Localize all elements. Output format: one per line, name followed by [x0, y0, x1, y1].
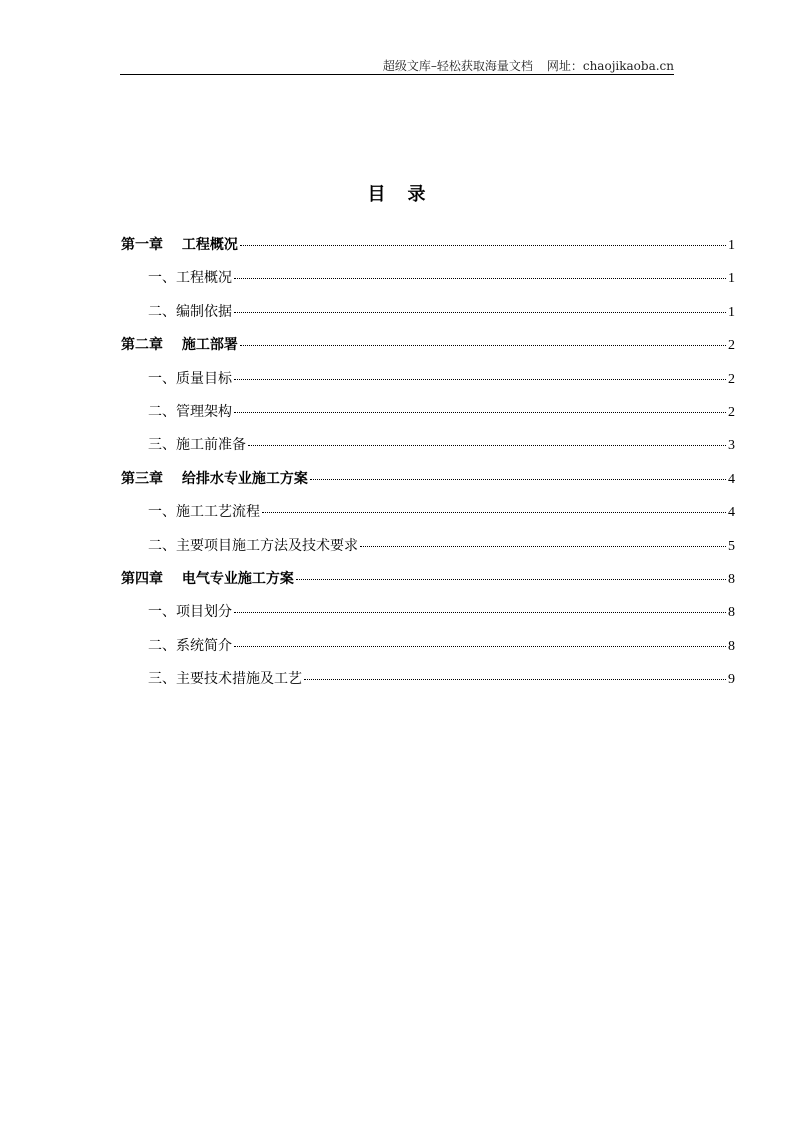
- toc-entry-label: 二、系统简介: [148, 637, 232, 654]
- toc-entry[interactable]: [121, 234, 735, 267]
- toc-entry-label: 一、工程概况: [148, 270, 232, 287]
- toc-entry[interactable]: [121, 668, 735, 701]
- toc-entry[interactable]: [121, 635, 735, 668]
- toc-leader-dots: [240, 245, 726, 246]
- toc-entry-page: 1: [728, 238, 735, 253]
- toc-entry[interactable]: [121, 301, 735, 334]
- toc-entry-page: 4: [728, 471, 735, 487]
- toc-leader-dots: [234, 379, 726, 380]
- toc-entry-label: 第三章 给排水专业施工方案: [121, 470, 308, 487]
- toc-entry-page: 1: [728, 271, 735, 287]
- table-of-contents: [121, 234, 735, 701]
- toc-entry[interactable]: [121, 401, 735, 434]
- toc-entry[interactable]: [121, 535, 735, 568]
- toc-entry-label: 第四章 电气专业施工方案: [121, 570, 294, 587]
- toc-leader-dots: [310, 479, 726, 480]
- toc-entry-page: 8: [728, 605, 735, 621]
- toc-entry-label: 一、项目划分: [148, 604, 232, 621]
- page-header: [120, 57, 674, 74]
- header-site: 超级文库–轻松获取海量文档: [382, 59, 533, 73]
- toc-entry[interactable]: [121, 334, 735, 367]
- toc-entry-label: 第一章 工程概况: [121, 237, 238, 253]
- toc-leader-dots: [304, 679, 726, 680]
- toc-entry-page: 1: [728, 304, 735, 320]
- toc-entry[interactable]: [121, 368, 735, 401]
- toc-entry-page: 2: [728, 404, 735, 420]
- toc-entry-page: 2: [728, 338, 735, 354]
- toc-entry-label: 二、管理架构: [148, 403, 232, 420]
- toc-entry-label: 一、施工工艺流程: [148, 504, 260, 521]
- toc-leader-dots: [262, 512, 726, 513]
- toc-entry[interactable]: [121, 501, 735, 534]
- toc-leader-dots: [234, 412, 726, 413]
- toc-leader-dots: [240, 345, 726, 346]
- toc-entry[interactable]: [121, 434, 735, 467]
- header-rule: [120, 74, 674, 75]
- toc-entry-label: 一、质量目标: [148, 370, 232, 387]
- toc-entry-page: 8: [728, 638, 735, 654]
- toc-entry-page: 8: [728, 571, 735, 587]
- toc-entry-label: 第二章 施工部署: [121, 337, 238, 354]
- toc-leader-dots: [296, 579, 726, 580]
- header-url: 网址：chaojikaoba.cn: [546, 59, 674, 73]
- toc-entry-page: 3: [728, 438, 735, 454]
- toc-entry-label: 三、施工前准备: [148, 437, 246, 454]
- toc-entry-label: 二、编制依据: [148, 303, 232, 320]
- toc-entry-label: 三、主要技术措施及工艺: [148, 671, 302, 688]
- toc-entry-page: 4: [728, 505, 735, 521]
- toc-leader-dots: [234, 312, 726, 313]
- toc-entry-page: 2: [728, 371, 735, 387]
- toc-entry[interactable]: [121, 601, 735, 634]
- toc-leader-dots: [234, 612, 726, 613]
- toc-entry-page: 5: [728, 538, 735, 554]
- toc-entry-page: 9: [728, 672, 735, 688]
- toc-entry[interactable]: [121, 267, 735, 300]
- toc-entry[interactable]: [121, 468, 735, 501]
- toc-leader-dots: [234, 278, 726, 279]
- toc-entry[interactable]: [121, 568, 735, 601]
- toc-entry-label: 二、主要项目施工方法及技术要求: [148, 537, 358, 554]
- toc-title: 目录: [367, 184, 448, 205]
- toc-leader-dots: [234, 646, 726, 647]
- toc-leader-dots: [360, 546, 726, 547]
- toc-leader-dots: [248, 445, 726, 446]
